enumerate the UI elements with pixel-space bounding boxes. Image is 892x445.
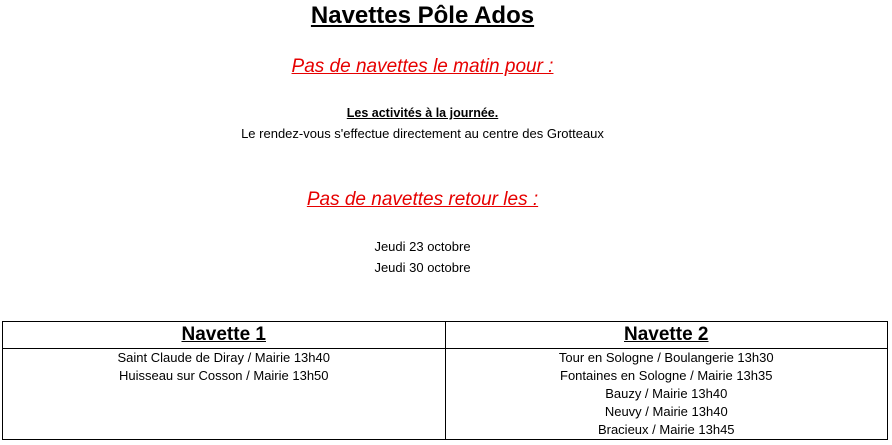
column-header-navette-1: Navette 1 <box>3 322 446 349</box>
stop-item: Bauzy / Mairie 13h40 <box>605 386 728 401</box>
no-return-date: Jeudi 23 octobre <box>374 239 471 254</box>
activity-label-line <box>0 104 845 122</box>
navette-1-stops <box>3 349 446 440</box>
table-row <box>3 349 888 440</box>
stop-item: Huisseau sur Cosson / Mairie 13h50 <box>118 368 329 383</box>
meeting-note: Le rendez-vous s'effectue directement au centre des Grotteaux <box>241 126 604 141</box>
stop-item: Bracieux / Mairie 13h45 <box>597 422 735 437</box>
shuttle-table <box>2 321 888 440</box>
table-header-row <box>3 322 888 349</box>
stop-item: Saint Claude de Diray / Mairie 13h40 <box>117 350 330 365</box>
page-title: Navettes Pôle Ados <box>310 2 535 29</box>
no-return-date: Jeudi 30 octobre <box>374 260 471 275</box>
no-morning-shuttle-heading: Pas de navettes le matin pour : <box>291 56 554 77</box>
stop-item: Tour en Sologne / Boulangerie 13h30 <box>558 350 774 365</box>
stop-item: Neuvy / Mairie 13h40 <box>604 404 728 419</box>
stop-item: Fontaines en Sologne / Mairie 13h35 <box>560 368 773 383</box>
activity-label: Les activités à la journée. <box>346 106 499 120</box>
column-header-navette-2: Navette 2 <box>445 322 888 349</box>
navette-2-stops <box>445 349 888 440</box>
no-return-shuttle-heading: Pas de navettes retour les : <box>306 189 539 210</box>
